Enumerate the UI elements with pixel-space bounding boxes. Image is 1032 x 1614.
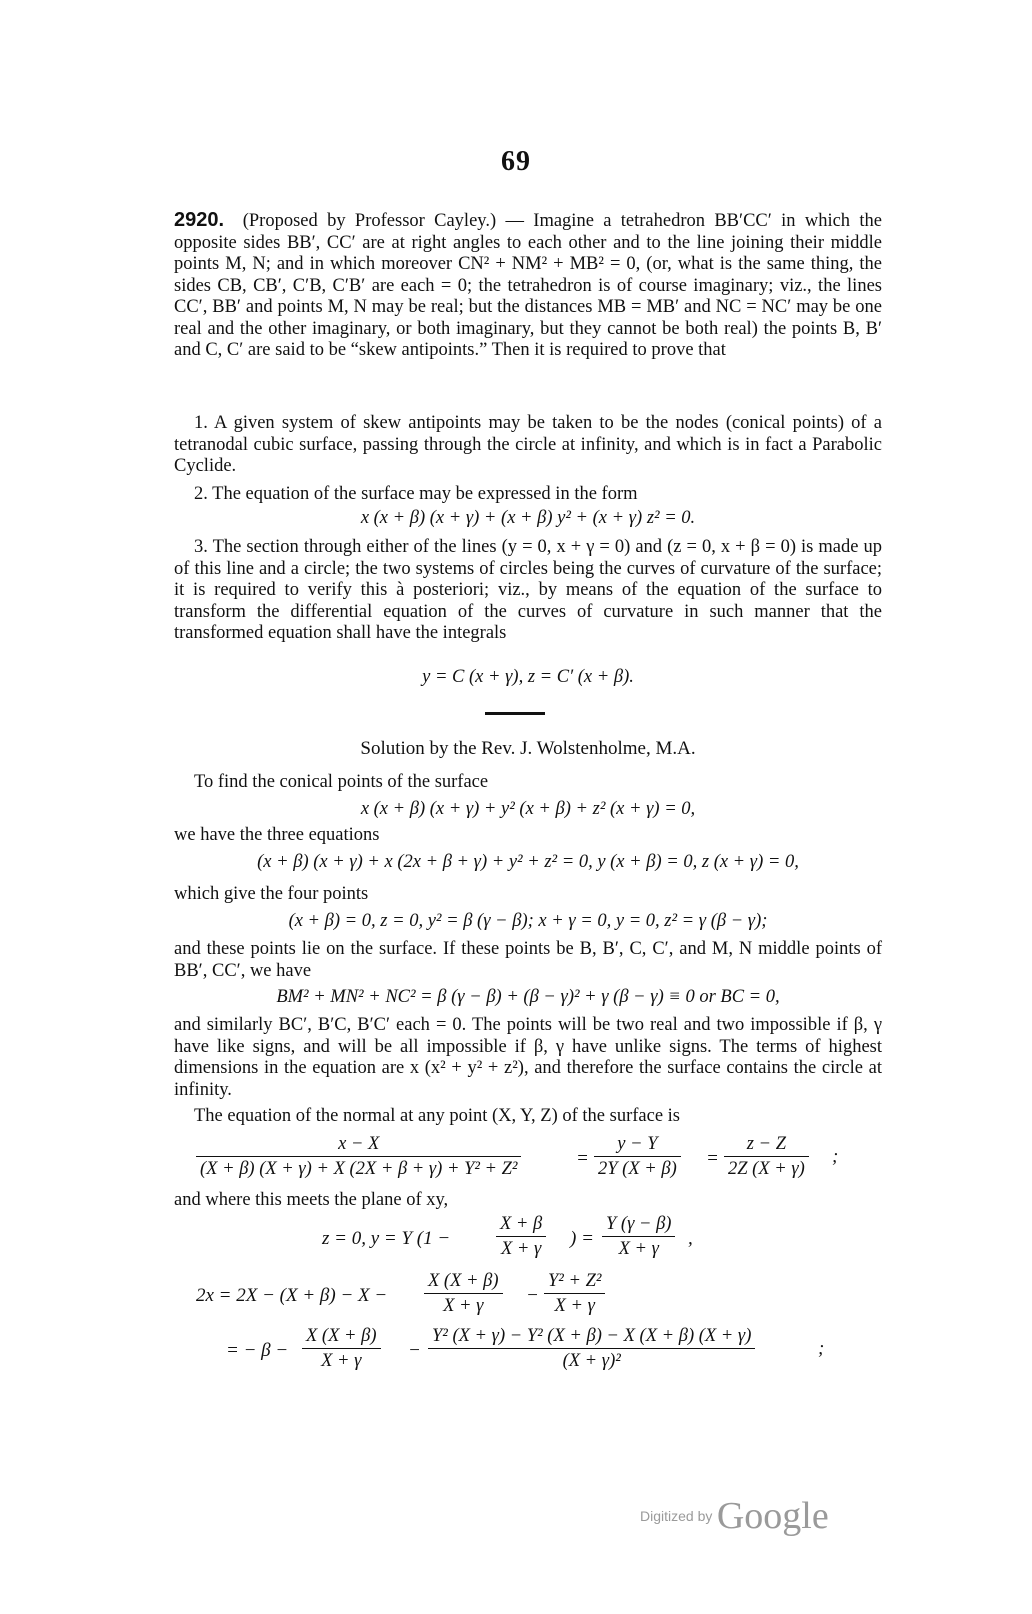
solution-byline: Solution by the Rev. J. Wolstenholme, M.A.: [360, 738, 696, 759]
solution-p6-text: The equation of the normal at any point (X, Y, Z) of the surface is: [194, 1106, 680, 1126]
normal-fraction-y: [594, 1134, 681, 1180]
minus-sign: −: [408, 1340, 421, 1361]
fraction-denominator: X + γ: [302, 1348, 381, 1372]
fraction-denominator: (X + γ)²: [428, 1348, 755, 1372]
equals-sign: =: [706, 1148, 719, 1169]
solution-p7: [174, 1190, 882, 1212]
final-fraction-2: [428, 1326, 755, 1372]
solution-p6: [174, 1106, 882, 1128]
z-zero-lead: z = 0, y = Y (1 −: [322, 1228, 451, 1249]
watermark-prefix: Digitized by: [640, 1508, 713, 1524]
semicolon: ;: [818, 1338, 825, 1359]
problem-statement: [174, 210, 882, 362]
fraction-numerator: Y² (X + γ) − Y² (X + β) − X (X + β) (X + γ): [432, 1326, 752, 1346]
solution-p3-text: which give the four points: [174, 884, 369, 904]
solution-p7-text: and where this meets the plane of xy,: [174, 1190, 449, 1210]
item-2: [174, 484, 882, 506]
surface-equation: x (x + β) (x + γ) + (x + β) y² + (x + γ) z² = 0.: [360, 508, 696, 528]
two-x-lead: 2x = 2X − (X + β) − X −: [196, 1285, 388, 1306]
item-3-text: 3. The section through either of the lines (y = 0, x + γ = 0) and (z = 0, x + β = 0) is made up of this line and a circle; the two systems of circles being the curves of curvature of the surface; it is required to verify this à posteriori; viz., by means of the equation of the surface to transform the differential equation of the curves of curvature in such manner that the transformed equation shall have the integrals: [174, 537, 882, 643]
fraction-denominator: X + γ: [602, 1236, 675, 1260]
final-fraction-1: [302, 1326, 381, 1372]
fraction-numerator: y − Y: [617, 1134, 658, 1154]
problem-number: 2920.: [174, 209, 225, 231]
z-line-fraction-2: [602, 1214, 675, 1260]
google-logo: Google: [716, 1495, 829, 1537]
fraction-numerator: X (X + β): [306, 1326, 377, 1346]
minus-sign: −: [526, 1285, 539, 1306]
semicolon: ;: [832, 1146, 839, 1167]
page-number: 69: [501, 146, 531, 177]
four-points: (x + β) = 0, z = 0, y² = β (γ − β); x + γ = 0, y = 0, z² = γ (β − γ);: [288, 911, 768, 931]
fraction-denominator: 2Z (X + γ): [724, 1156, 809, 1180]
final-lead: = − β −: [226, 1340, 289, 1361]
solution-p2-text: we have the three equations: [174, 825, 380, 845]
item-1: [174, 413, 882, 478]
solution-p5-text: and similarly BC′, B′C, B′C′ each = 0. The points will be two real and two impossible if β, γ have like signs, and will be all impossible if β, γ have unlike signs. The terms of highest dimensions in the equation are x (x² + y² + z²), and therefore the surface contains the circle at infinity.: [174, 1015, 882, 1100]
z-line-fraction-1: [496, 1214, 546, 1260]
fraction-denominator: X + γ: [424, 1293, 503, 1317]
fraction-denominator: X + γ: [496, 1236, 546, 1260]
surface-equation-2: x (x + β) (x + γ) + y² (x + β) + z² (x + γ) = 0,: [360, 799, 696, 819]
fraction-numerator: z − Z: [746, 1134, 787, 1154]
solution-p2: [174, 825, 882, 847]
fraction-numerator: Y (γ − β): [606, 1214, 672, 1234]
solution-p3: [174, 884, 882, 906]
integrals-equation: y = C (x + γ), z = C′ (x + β).: [422, 667, 634, 687]
fraction-denominator: (X + β) (X + γ) + X (2X + β + γ) + Y² + Z²: [196, 1156, 521, 1180]
normal-fraction-x: [196, 1134, 521, 1180]
fraction-denominator: X + γ: [544, 1293, 605, 1317]
fraction-denominator: 2Y (X + β): [594, 1156, 681, 1180]
item-2-text: 2. The equation of the surface may be expressed in the form: [194, 484, 638, 504]
comma: ,: [688, 1228, 693, 1249]
z-line-mid: ) =: [570, 1228, 594, 1249]
fraction-numerator: x − X: [338, 1134, 380, 1154]
fraction-numerator: Y² + Z²: [548, 1271, 602, 1291]
section-divider: [485, 712, 545, 715]
digitized-by-google-watermark: [640, 1494, 829, 1538]
solution-p1: [174, 772, 882, 794]
item-3: [174, 537, 882, 645]
solution-p1-text: To find the conical points of the surface: [194, 772, 489, 792]
three-equations: (x + β) (x + γ) + x (2x + β + γ) + y² + z² = 0, y (x + β) = 0, z (x + γ) = 0,: [257, 852, 799, 872]
item-1-text: 1. A given system of skew antipoints may be taken to be the nodes (conical points) of a tetranodal cubic surface, passing through the circle at infinity, and which is in fact a Parabolic Cyclide.: [174, 413, 882, 476]
bm-mn-nc-identity: BM² + MN² + NC² = β (γ − β) + (β − γ)² + γ (β − γ) ≡ 0 or BC = 0,: [276, 987, 780, 1007]
two-x-fraction-1: [424, 1271, 503, 1317]
solution-p4-text: and these points lie on the surface. If these points be B, B′, C, C′, and M, N middle points of BB′, CC′, we have: [174, 939, 882, 981]
solution-p4: [174, 939, 882, 982]
equals-sign: =: [576, 1148, 589, 1169]
fraction-numerator: X (X + β): [428, 1271, 499, 1291]
problem-intro: (Proposed by Professor Cayley.) — Imagine a tetrahedron BB′CC′ in which the opposite sides BB′, CC′ are at right angles to each other and to the line joining their middle points M, N; and in which moreover CN² + NM² + MB² = 0, (or, what is the same thing, the sides CB, CB′, C′B, C′B′ are each = 0; the tetrahedron is of course imaginary; viz., the lines CC′, BB′ and points M, N may be real; but the distances MB = MB′ and NC = NC′ may be one real and the other imaginary, or both imaginary, but they cannot be both real) the points B, B′ and C, C′ are said to be “skew antipoints.” Then it is required to prove that: [174, 211, 882, 360]
normal-fraction-z: [724, 1134, 809, 1180]
fraction-numerator: X + β: [500, 1214, 543, 1234]
solution-p5: [174, 1015, 882, 1101]
two-x-fraction-2: [544, 1271, 605, 1317]
